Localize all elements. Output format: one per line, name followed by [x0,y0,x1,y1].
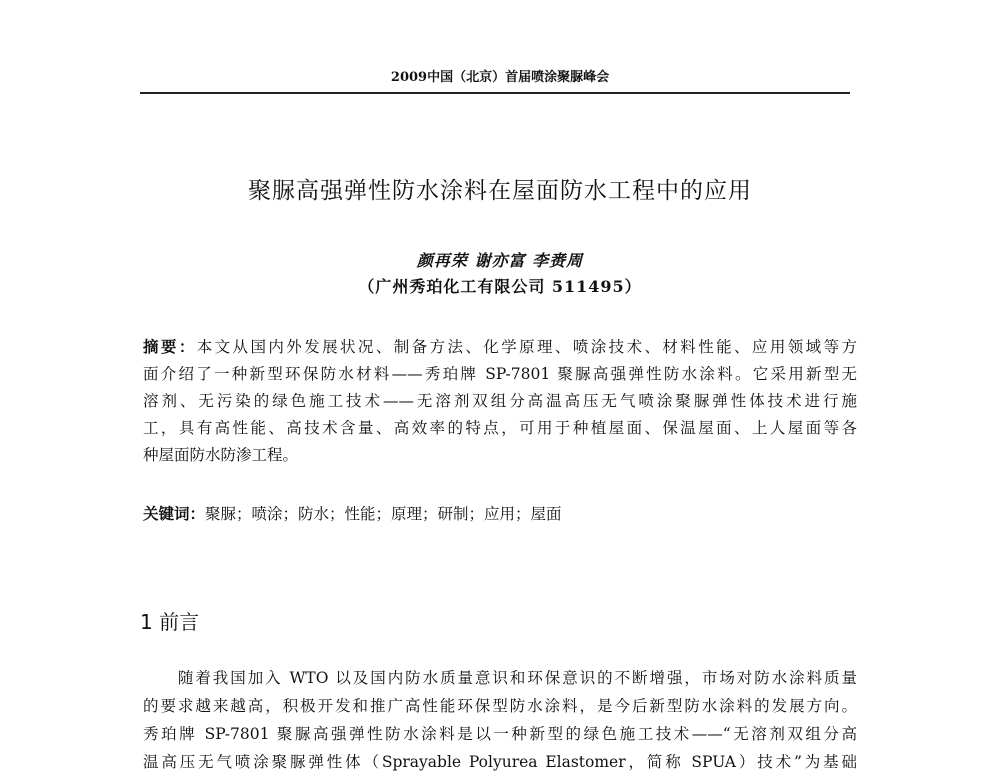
body-line: 随着我国加入 WTO 以及国内防水质量意识和环保意识的不断增强，市场对防水涂料质量 [143,669,857,687]
header-rule [140,92,850,94]
keywords-label: 关键词： [143,504,206,523]
abstract-line: 溶剂、无污染的绿色施工技术——无溶剂双组分高温高压无气喷涂聚脲弹性体技术进行施 [143,392,857,410]
authors: 颜再荣 谢亦富 李赉周 [416,251,584,270]
running-header: 2009中国（北京）首届喷涂聚脲峰会 [390,70,610,85]
abstract-line: 种屋面防水防渗工程。 [143,446,299,464]
body-line: 秀珀牌 SP-7801 聚脲高强弹性防水涂料是以一种新型的绿色施工技术——“无溶剂双组分高 [143,725,857,743]
keywords-text: 聚脲；喷涂；防水；性能；原理；研制；应用；屋面 [205,505,562,523]
keywords [143,502,562,524]
abstract [143,333,857,469]
abstract-line: 工，具有高性能、高技术含量、高效率的特点，可用于种植屋面、保温屋面、上人屋面等各 [143,419,857,437]
section-heading: 1 前言 [140,610,200,634]
paper-title: 聚脲高强弹性防水涂料在屋面防水工程中的应用 [248,178,752,204]
section-body [143,664,857,776]
affiliation: （广州秀珀化工有限公司 511495） [358,277,642,296]
body-line: 的要求越来越高，积极开发和推广高性能环保型防水涂料，是今后新型防水涂料的发展方向。 [143,697,857,715]
abstract-line: 面介绍了一种新型环保防水材料——秀珀牌 SP-7801 聚脲高强弹性防水涂料。它采用新型无 [143,365,857,383]
abstract-label: 摘要： [143,337,197,356]
abstract-line: 摘要：本文从国内外发展状况、制备方法、化学原理、喷涂技术、材料性能、应用领域等方 [143,337,857,356]
body-line: 温高压无气喷涂聚脲弹性体（Sprayable Polyurea Elastomer，简称 SPUA）技术”为基础 [143,753,857,771]
